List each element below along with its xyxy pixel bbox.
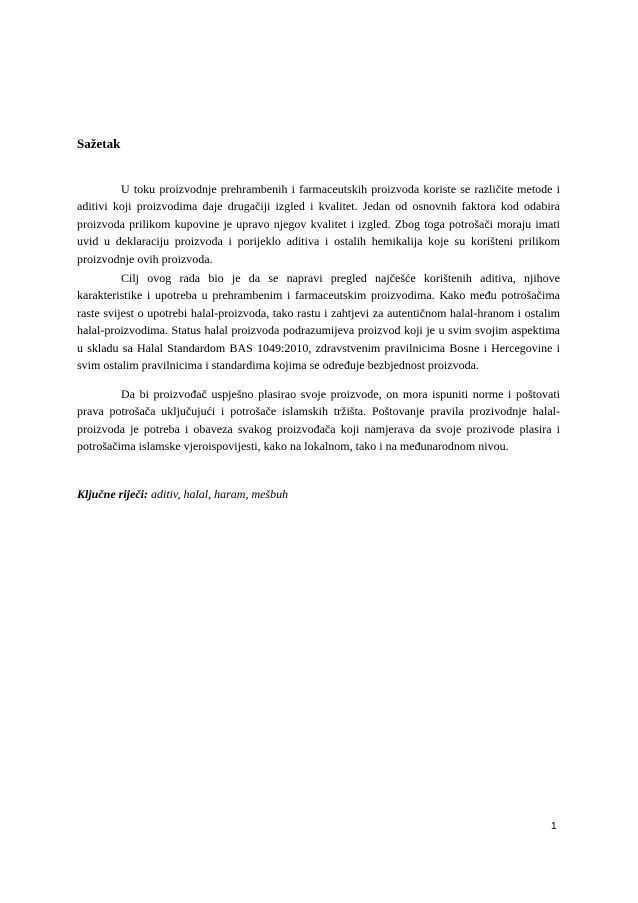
section-heading: Sažetak <box>77 136 121 151</box>
keywords-line <box>77 486 288 502</box>
abstract-paragraph-3: Da bi proizvođač uspješno plasirao svoje proizvode, on mora ispuniti norme i poštovati prava potrošača uključujući i potrošače islamskih tržišta. Poštovanje pravila prozivodnje halal-proizvoda je potreba i obaveza svakog proizvođača koji namjerava da svoje prozivode plasira i potrošačima islamske vjeroispovijesti, kako na lokalnom, tako i na međunarodnom nivou. <box>77 387 560 454</box>
abstract-paragraph-1: U toku proizvodnje prehrambenih i farmaceutskih proizvoda koriste se različite metode i aditivi koji proizvodima daje drugačiji izgled i kvalitet. Jedan od osnovnih faktora kod odabira proizvoda prilikom kupovine je upravo njegov kvalitet i izgled. Zbog toga potrošači moraju imati uvid u deklaraciju proizvoda i porijeklo aditiva i ostalih hemikalija koje su korišteni prilikom proizvodnje ovih proizvoda. <box>77 182 560 266</box>
abstract-paragraph-2: Cilj ovog rada bio je da se napravi pregled najčešće korištenih aditiva, njihove karakteristike i upotreba u prehrambenim i farmaceutskim proizvodima. Kako među potrošačima raste svijest o upotrebi halal-proizvoda, tako rastu i zahtjevi za autentičnom halal-hranom i ostalim halal-proizvodima. Status halal proizvoda podrazumijeva proizvod koji je u svim svojim aspektima u skladu sa Halal Standardom BAS 1049:2010, zdravstvenim pravilnicima Bosne i Hercegovine i svim ostalim pravilnicima i standardima kojima se određuje bezbjednost proizvoda. <box>77 271 560 373</box>
page-number: 1 <box>551 821 557 832</box>
keywords-value: aditiv, halal, haram, mešbuh <box>148 487 289 501</box>
keywords-label: Ključne riječi: <box>77 487 148 501</box>
